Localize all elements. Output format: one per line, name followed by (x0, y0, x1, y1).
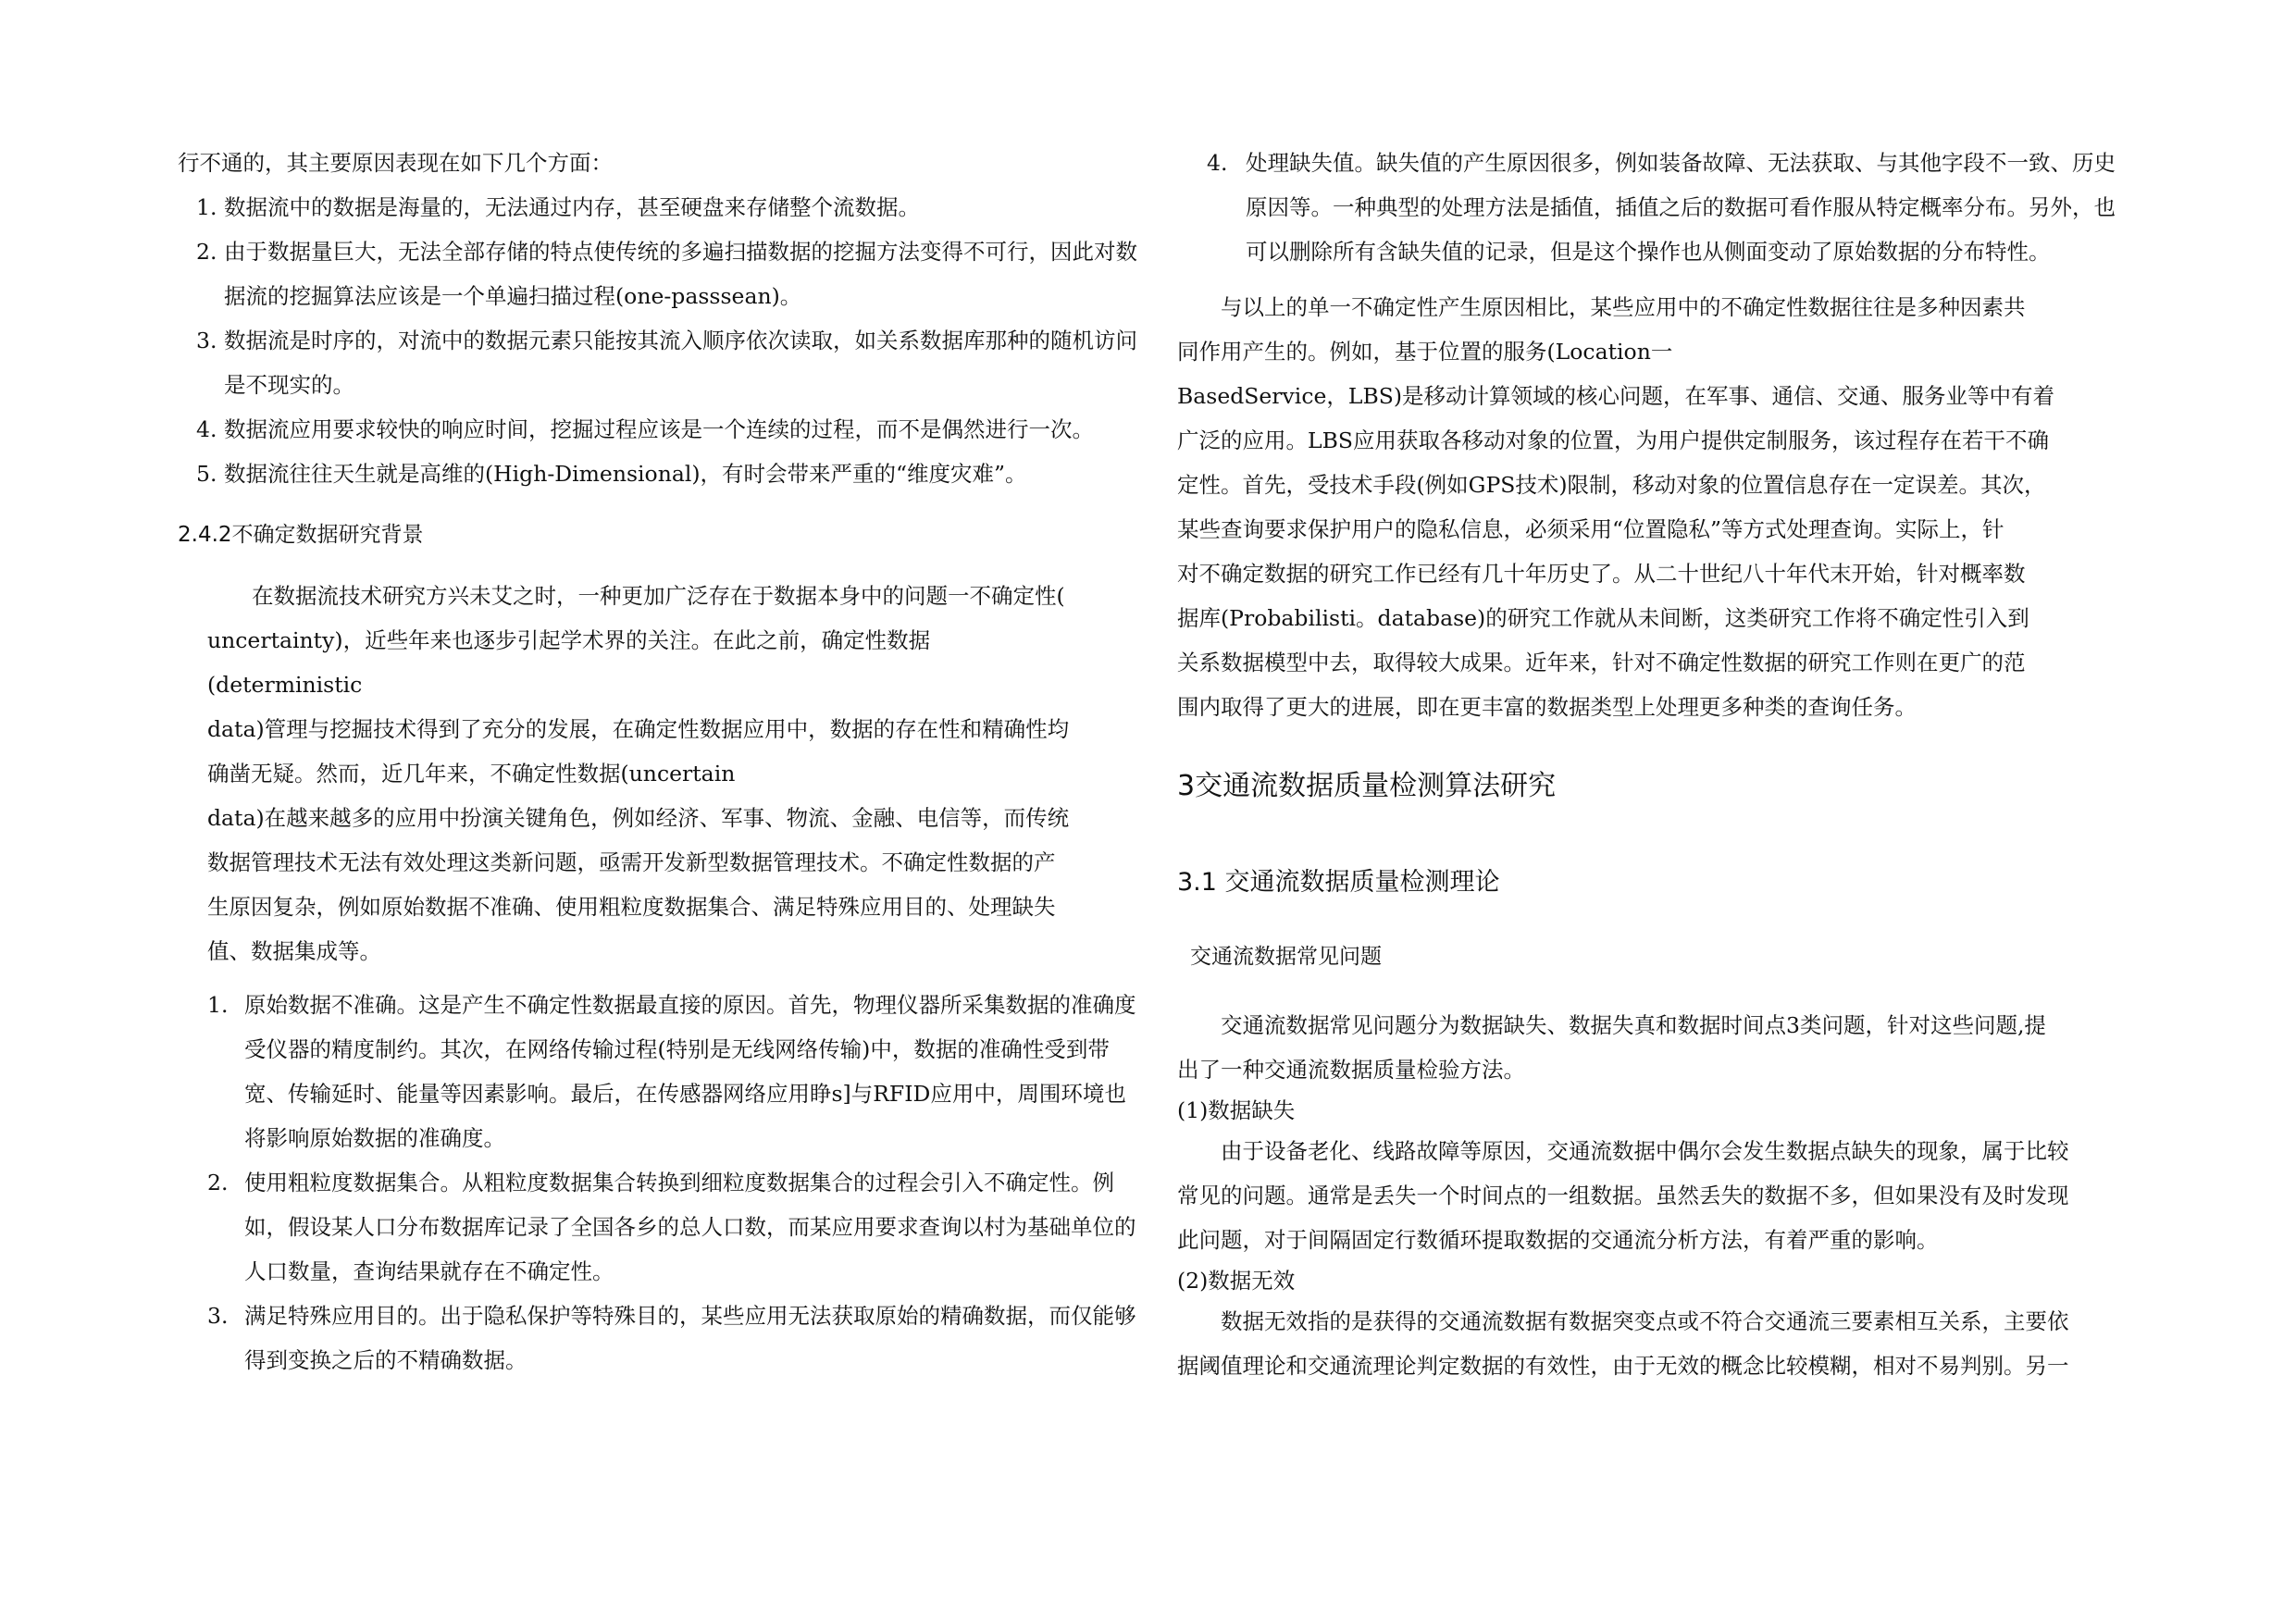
paragraph-line: 广泛的应用。LBS应用获取各移动对象的位置，为用户提供定制服务，该过程存在若干不确 (1177, 427, 2049, 453)
list-text: 处理缺失值。缺失值的产生原因很多，例如装备故障、无法获取、与其他字段不一致、历史原因等。一种典型的处理方法是插值，插值之后的数据可看作服从特定概率分布。另外，也可以删除所有含缺失值的记录，但是这个操作也从侧面变动了原始数据的分布特性。 (1246, 150, 2116, 265)
list-item (196, 229, 1140, 318)
paragraph-line: 常见的问题。通常是丢失一个时间点的一组数据。虽然丢失的数据不多，但如果没有及时发现 (1177, 1183, 2069, 1208)
paragraph-line: 据库(Probabilisti。database)的研究工作就从未间断，这类研究工作将不确定性引入到 (1177, 605, 2029, 631)
paragraph-line: 数据管理技术无法有效处理这类新问题，亟需开发新型数据管理技术。不确定性数据的产 (207, 849, 1056, 875)
paragraph-line: 值、数据集成等。 (207, 938, 381, 964)
subsection-label-invalid-data: (2)数据无效 (1177, 1268, 1296, 1294)
paragraph-line: 生原因复杂，例如原始数据不准确、使用粗粒度数据集合、满足特殊应用目的、处理缺失 (207, 894, 1056, 920)
list-item (196, 318, 1140, 407)
paragraph-line: data)管理与挖掘技术得到了充分的发展，在确定性数据应用中，数据的存在性和精确性均 (207, 716, 1070, 742)
paragraph-line: 此问题，对于间隔固定行数循环提取数据的交通流分析方法，有着严重的影响。 (1177, 1227, 1939, 1253)
paragraph-line: 数据无效指的是获得的交通流数据有数据突变点或不符合交通流三要素相互关系，主要依 (1177, 1308, 2069, 1334)
subsection-heading-common-problems: 交通流数据常见问题 (1190, 945, 1382, 969)
list-item (196, 452, 1140, 496)
subsection-label-missing-data: (1)数据缺失 (1177, 1097, 1296, 1123)
list-item (207, 983, 1140, 1160)
list-number: 1. (196, 194, 217, 220)
uncertain-intro-paragraph (178, 574, 1140, 973)
list-number: 1. (207, 992, 229, 1018)
paragraph-line: 据阈值理论和交通流理论判定数据的有效性，由于无效的概念比较模糊，相对不易判别。另一 (1177, 1353, 2069, 1379)
chapter-heading-3: 3交通流数据质量检测算法研究 (1177, 770, 1557, 802)
invalid-data-paragraph (1177, 1299, 2130, 1388)
paragraph-line: 与以上的单一不确定性产生原因相比，某些应用中的不确定性数据往往是多种因素共 (1177, 294, 2026, 320)
paragraph-line: 同作用产生的。例如，基于位置的服务(Location一 (1177, 339, 1673, 365)
paragraph-line: 在数据流技术研究方兴未艾之时，一种更加广泛存在于数据本身中的问题一不确定性( (252, 583, 1065, 609)
paragraph-line: 确凿无疑。然而，近几年来，不确定性数据(uncertain (207, 761, 736, 787)
list-text: 数据流应用要求较快的响应时间，挖掘过程应该是一个连续的过程，而不是偶然进行一次。 (224, 416, 1094, 442)
missing-data-paragraph (1177, 1129, 2130, 1262)
paragraph-line: 定性。首先，受技术手段(例如GPS技术)限制，移动对象的位置信息存在一定误差。其次， (1177, 472, 2046, 498)
right-column (1177, 141, 2130, 1388)
list-text: 由于数据量巨大，无法全部存储的特点使传统的多遍扫描数据的挖掘方法变得不可行，因此对数据流的挖掘算法应该是一个单遍扫描过程(one-passsean)。 (224, 239, 1137, 309)
problems-intro-paragraph (1177, 1003, 2130, 1092)
list-item (207, 1294, 1140, 1382)
list-item (196, 407, 1140, 452)
list-number: 2. (207, 1170, 229, 1196)
paragraph-line: 关系数据模型中去，取得较大成果。近年来，针对不确定性数据的研究工作则在更广的范 (1177, 650, 2026, 675)
paragraph-line: 对不确定数据的研究工作已经有几十年历史了。从二十世纪八十年代末开始，针对概率数 (1177, 561, 2026, 587)
list-text: 数据流是时序的，对流中的数据元素只能按其流入顺序依次读取，如关系数据库那种的随机访问是不现实的。 (224, 328, 1137, 398)
list-text: 数据流往往天生就是高维的(High-Dimensional)，有时会带来严重的“维度灾难”。 (224, 461, 1027, 487)
list-number: 2. (196, 239, 217, 265)
list-item (196, 185, 1140, 229)
paragraph-line: data)在越来越多的应用中扮演关键角色，例如经济、军事、物流、金融、电信等，而传统 (207, 805, 1070, 831)
list-number: 4. (1207, 150, 1228, 176)
list-text: 满足特殊应用目的。出于隐私保护等特殊目的，某些应用无法获取原始的精确数据，而仅能够得到变换之后的不精确数据。 (244, 1303, 1136, 1373)
list-text: 使用粗粒度数据集合。从粗粒度数据集合转换到细粒度数据集合的过程会引入不确定性。例如，假设某人口分布数据库记录了全国各乡的总人口数，而某应用要求查询以村为基础单位的人口数量，查询结果就存在不确定性。 (244, 1170, 1136, 1284)
list-item (207, 1160, 1140, 1294)
paragraph-line: 出了一种交通流数据质量检验方法。 (1177, 1057, 1525, 1083)
list-text: 数据流中的数据是海量的，无法通过内存，甚至硬盘来存储整个流数据。 (224, 194, 920, 220)
left-column (178, 141, 1140, 1382)
list-number: 4. (196, 416, 217, 442)
list-number: 5. (196, 461, 217, 487)
paragraph-line: 由于设备老化、线路故障等原因，交通流数据中偶尔会发生数据点缺失的现象，属于比较 (1177, 1138, 2069, 1164)
paragraph-line: BasedService，LBS)是移动计算领域的核心问题，在军事、通信、交通、服务业等中有着 (1177, 383, 2055, 409)
paragraph-line: (deterministic (207, 672, 363, 698)
section-heading-3-1: 3.1 交通流数据质量检测理论 (1177, 868, 1500, 897)
intro-text: 行不通的，其主要原因表现在如下几个方面： (178, 150, 613, 176)
paragraph-line: uncertainty)，近些年来也逐步引起学术界的关注。在此之前，确定性数据 (207, 627, 931, 653)
paragraph-line: 某些查询要求保护用户的隐私信息，必须采用“位置隐私”等方式处理查询。实际上，针 (1177, 516, 2004, 542)
list-number: 3. (196, 328, 217, 353)
cause-list (178, 983, 1140, 1382)
combined-causes-paragraph (1177, 285, 2130, 729)
list-item (1207, 141, 2130, 274)
paragraph-line: 围内取得了更大的进展，即在更丰富的数据类型上处理更多种类的查询任务。 (1177, 694, 1917, 720)
section-heading-2-4-2: 2.4.2不确定数据研究背景 (178, 523, 424, 547)
paragraph-line: 交通流数据常见问题分为数据缺失、数据失真和数据时间点3类问题，针对这些问题,提 (1177, 1012, 2046, 1038)
cause-list-continued (1177, 141, 2130, 274)
stream-list (178, 185, 1140, 496)
list-number: 3. (207, 1303, 229, 1329)
list-text: 原始数据不准确。这是产生不确定性数据最直接的原因。首先，物理仪器所采集数据的准确度受仪器的精度制约。其次，在网络传输过程(特别是无线网络传输)中，数据的准确性受到带宽、传输延时、能量等因素影响。最后，在传感器网络应用睁s]与RFID应用中，周围环境也将影响原始数据的准确度。 (244, 992, 1136, 1151)
